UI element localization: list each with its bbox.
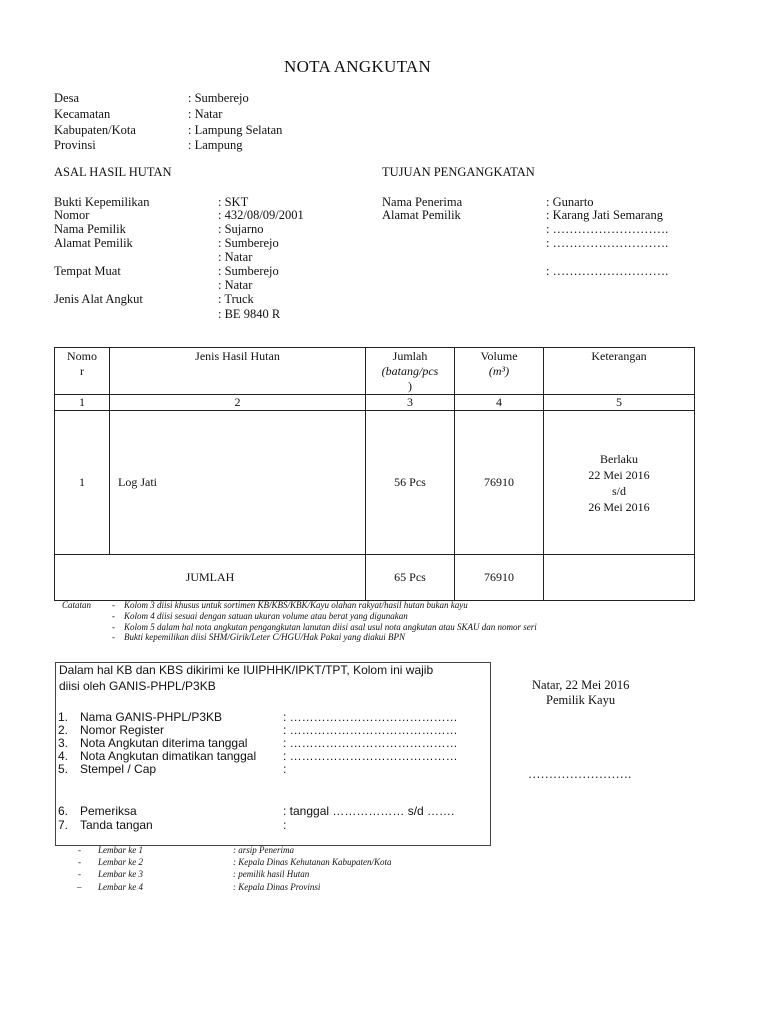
origin-label-alat-angkut: Jenis Alat Angkut (54, 292, 143, 306)
ganis-item-num: 1. (58, 710, 69, 724)
row-volume: 76910 (455, 411, 544, 555)
ganis-item-num: 3. (58, 736, 69, 750)
ganis-item-value: : (283, 762, 287, 776)
origin-value-alamat-1: : Sumberejo (218, 236, 279, 250)
table-header-row (55, 348, 695, 395)
total-keterangan (544, 555, 695, 601)
signature-line: ……………………. (528, 767, 632, 781)
total-volume: 76910 (455, 555, 544, 601)
origin-label-alamat: Alamat Pemilik (54, 236, 133, 250)
catatan-dash: - (112, 600, 115, 610)
table-total-row (55, 555, 695, 601)
origin-label-bukti: Bukti Kepemilikan (54, 195, 150, 209)
origin-value-alat-angkut-1: : Truck (218, 292, 254, 306)
page-title: NOTA ANGKUTAN (284, 57, 432, 76)
destination-label-penerima: Nama Penerima (382, 195, 463, 209)
origin-value-nomor: : 432/08/09/2001 (218, 208, 304, 222)
header-nomor-line2: r (80, 364, 84, 378)
goods-table (54, 347, 695, 601)
destination-heading: TUJUAN PENGANGKATAN (382, 165, 535, 179)
header-jumlah-line3: ) (408, 379, 412, 393)
origin-value-bukti: : SKT (218, 195, 249, 209)
ganis-intro-line2: diisi oleh GANIS-PHPL/P3KB (59, 679, 216, 693)
header-jumlah-line2: (batang/pcs (381, 364, 439, 378)
lembar-dash: – (77, 882, 82, 892)
column-number: 3 (366, 395, 455, 411)
origin-value-alamat-2: : Natar (218, 250, 253, 264)
origin-value-tempat-muat-1: : Sumberejo (218, 264, 279, 278)
lembar-dash: - (78, 869, 81, 879)
catatan-dash: - (112, 632, 115, 642)
ganis-item-num: 4. (58, 749, 69, 763)
total-label: JUMLAH (55, 555, 366, 601)
header-jumlah (366, 348, 455, 395)
column-number: 2 (110, 395, 366, 411)
location-label-provinsi: Provinsi (54, 138, 96, 152)
location-label-kabupaten: Kabupaten/Kota (54, 123, 136, 137)
destination-value-penerima: : Gunarto (546, 195, 594, 209)
origin-heading: ASAL HASIL HUTAN (54, 165, 172, 179)
ganis-item-label: Pemeriksa (80, 804, 137, 818)
ganis-item-value: : …………………………………… (283, 736, 458, 750)
lembar-value: : arsip Penerima (233, 845, 294, 855)
catatan-item: Kolom 3 diisi khusus untuk sortimen KB/KBS/KBK/Kayu olahan rakyat/hasil hutan bukan kayu (124, 600, 468, 610)
origin-value-nama: : Sujarno (218, 222, 264, 236)
row-jenis: Log Jati (110, 411, 366, 555)
ganis-item-num: 5. (58, 762, 69, 776)
ganis-item-value: : …………………………………… (283, 749, 458, 763)
column-number: 5 (544, 395, 695, 411)
header-jumlah-line1: Jumlah (392, 349, 428, 363)
signature-place-date: Natar, 22 Mei 2016 (532, 678, 630, 692)
header-volume-line1: Volume (480, 349, 518, 363)
column-number-row (55, 395, 695, 411)
catatan-dash: - (112, 611, 115, 621)
ganis-item-value: : …………………………………… (283, 710, 458, 724)
catatan-dash: - (112, 622, 115, 632)
keterangan-line4: 26 Mei 2016 (588, 499, 650, 514)
destination-value-blank-3: : ………………………. (546, 264, 669, 278)
ganis-item-value: : tanggal ……………… s/d ……. (283, 804, 455, 818)
row-jumlah: 56 Pcs (366, 411, 455, 555)
lembar-label: Lembar ke 2 (98, 857, 143, 867)
ganis-item-label: Tanda tangan (80, 818, 153, 832)
ganis-item-label: Nomor Register (80, 723, 165, 737)
ganis-item-num: 6. (58, 804, 69, 818)
origin-value-alat-angkut-2: : BE 9840 R (218, 307, 281, 321)
ganis-intro-line1: Dalam hal KB dan KBS dikirimi ke IUIPHHK/IPKT/TPT, Kolom ini wajib (59, 663, 434, 677)
keterangan-line3: s/d (611, 483, 626, 498)
origin-label-nama: Nama Pemilik (54, 222, 126, 236)
lembar-label: Lembar ke 3 (98, 869, 143, 879)
lembar-label: Lembar ke 4 (98, 882, 143, 892)
location-label-kecamatan: Kecamatan (54, 107, 111, 121)
catatan-item: Kolom 4 diisi sesuai dengan satuan ukuran volume atau berat yang digunakan (124, 611, 408, 621)
location-value-desa: : Sumberejo (188, 91, 249, 105)
lembar-dash: - (78, 857, 81, 867)
ganis-item-label: Nama GANIS-PHPL/P3KB (80, 710, 223, 724)
keterangan-line2: 22 Mei 2016 (588, 467, 650, 482)
catatan-item: Bukti kepemilikan diisi SHM/Girik/Leter C/HGU/Hak Pakai yang diakui BPN (124, 632, 405, 642)
destination-value-alamat: : Karang Jati Semarang (546, 208, 663, 222)
header-nomor (55, 348, 110, 395)
ganis-item-label: Nota Angkutan diterima tanggal (80, 736, 248, 750)
header-nomor-line1: Nomo (67, 349, 97, 363)
catatan-label: Catatan (62, 600, 92, 610)
destination-value-blank-2: : ………………………. (546, 236, 669, 250)
lembar-value: : Kepala Dinas Kehutanan Kabupaten/Kota (233, 857, 392, 867)
lembar-dash: - (78, 845, 81, 855)
table-row (55, 411, 695, 555)
destination-value-blank-1: : ………………………. (546, 222, 669, 236)
location-label-desa: Desa (54, 91, 79, 105)
ganis-item-num: 7. (58, 818, 69, 832)
ganis-item-value: : (283, 818, 287, 832)
catatan-item: Kolom 5 dalam hal nota angkutan pengangkutan lanutan diisi asal usul nota angkutan atau SKAU dan nomor seri (124, 622, 537, 632)
keterangan-line1: Berlaku (600, 451, 638, 466)
header-keterangan: Keterangan (544, 348, 695, 395)
lembar-label: Lembar ke 1 (98, 845, 143, 855)
header-volume (455, 348, 544, 395)
signature-role: Pemilik Kayu (546, 693, 616, 707)
ganis-item-label: Stempel / Cap (80, 762, 157, 776)
location-value-kecamatan: : Natar (188, 107, 223, 121)
column-number: 1 (55, 395, 110, 411)
column-number: 4 (455, 395, 544, 411)
header-jenis: Jenis Hasil Hutan (110, 348, 366, 395)
ganis-item-value: : …………………………………… (283, 723, 458, 737)
ganis-item-num: 2. (58, 723, 69, 737)
row-no: 1 (55, 411, 110, 555)
location-value-provinsi: : Lampung (188, 138, 243, 152)
origin-label-tempat-muat: Tempat Muat (54, 264, 121, 278)
location-value-kabupaten: : Lampung Selatan (188, 123, 283, 137)
destination-label-alamat: Alamat Pemilik (382, 208, 461, 222)
lembar-value: : pemilik hasil Hutan (233, 869, 310, 879)
header-volume-line2: (m³) (488, 364, 510, 378)
total-jumlah: 65 Pcs (366, 555, 455, 601)
origin-label-nomor: Nomor (54, 208, 90, 222)
origin-value-tempat-muat-2: : Natar (218, 278, 253, 292)
row-keterangan (544, 411, 695, 555)
lembar-value: : Kepala Dinas Provinsi (233, 882, 321, 892)
ganis-item-label: Nota Angkutan dimatikan tanggal (80, 749, 257, 763)
